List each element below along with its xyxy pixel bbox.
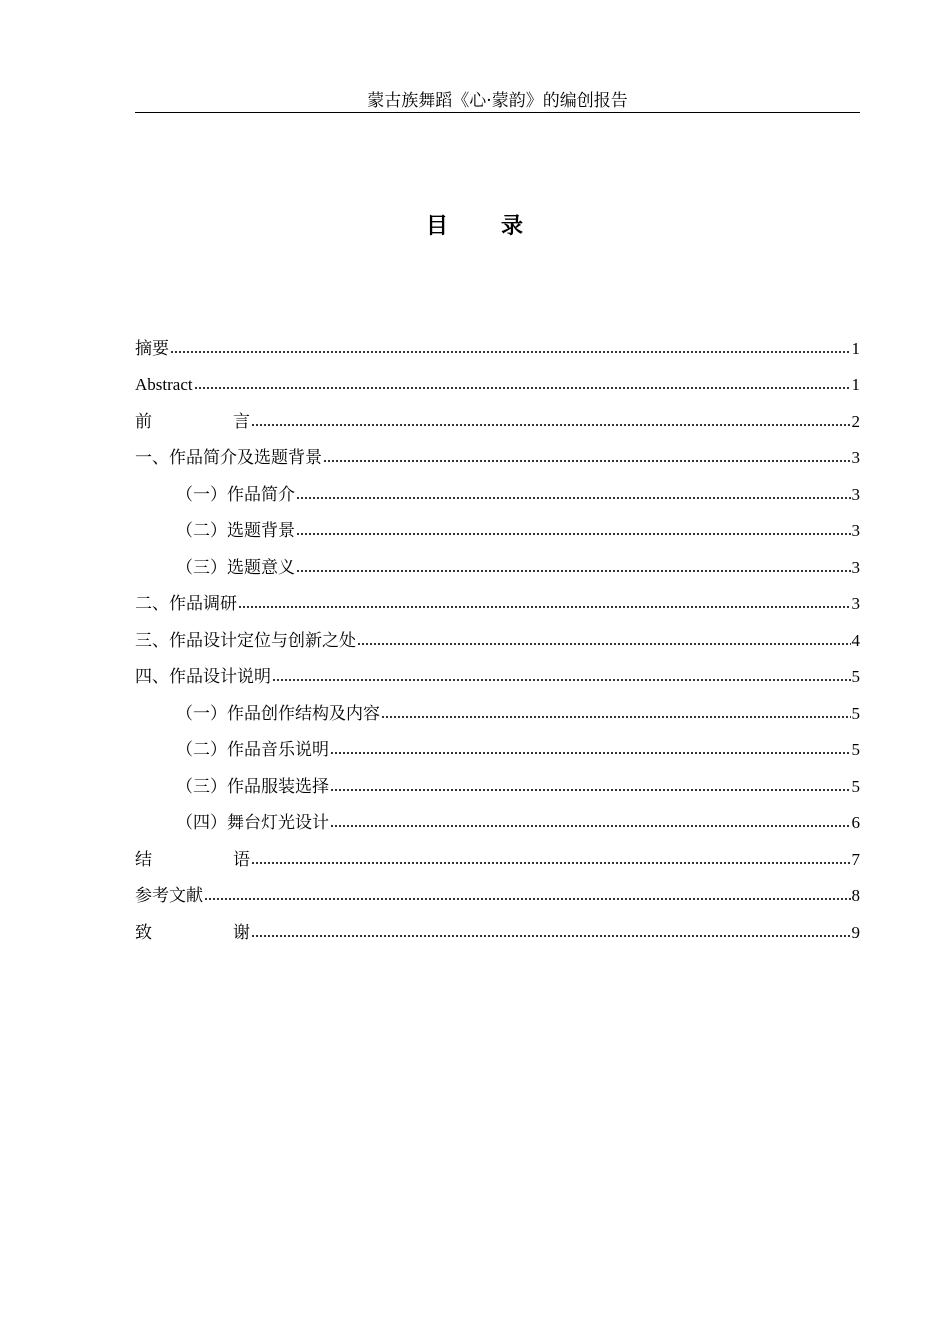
toc-entry-label-part: 谢: [233, 922, 250, 943]
toc-entry-page: 3: [851, 521, 860, 540]
toc-entry-section-4[interactable]: [135, 652, 860, 689]
toc-entry-page: 3: [851, 448, 860, 467]
toc-entry-label: 参考文献: [135, 886, 203, 906]
toc-title: [0, 210, 950, 242]
toc-entry-page: 1: [851, 375, 860, 394]
toc-entry-label: （四）舞台灯光设计: [176, 813, 329, 833]
dot-leader: [194, 385, 851, 391]
dot-leader: [296, 531, 851, 537]
dot-leader: [323, 458, 851, 464]
toc-entry-label: [135, 849, 250, 871]
toc-entry-section-1-1[interactable]: [135, 469, 860, 506]
dot-leader: [251, 860, 851, 866]
toc-entry-section-3[interactable]: [135, 615, 860, 652]
toc-entry-page: 5: [851, 740, 860, 759]
toc-entry-page: 5: [851, 776, 860, 796]
toc-entry-label: 三、作品设计定位与创新之处: [135, 630, 356, 651]
toc-entry-section-4-2[interactable]: [135, 725, 860, 762]
toc-entry-page: 5: [851, 703, 860, 723]
toc-entry-section-1-3[interactable]: [135, 542, 860, 579]
toc-entry-label-part: 语: [233, 849, 250, 870]
toc-entry-label-part: 致: [135, 922, 152, 943]
dot-leader: [251, 422, 851, 428]
toc-entry-section-4-1[interactable]: [135, 688, 860, 725]
toc-entry-section-1-2[interactable]: [135, 506, 860, 543]
toc-entry-label: （一）作品简介: [176, 484, 295, 505]
toc-entry-page: 3: [851, 484, 860, 504]
toc-entry-page: 5: [851, 667, 860, 686]
toc-entry-page: 8: [851, 886, 860, 905]
toc-entry-conclusion[interactable]: [135, 834, 860, 871]
toc-entry-label: （三）选题意义: [176, 557, 295, 578]
toc-entry-label-part: 前: [135, 411, 152, 432]
toc-entry-label: （二）选题背景: [176, 521, 295, 541]
toc-entry-abstract-cn[interactable]: [135, 323, 860, 360]
running-header: [135, 90, 860, 113]
toc-entry-label: Abstract: [135, 375, 193, 394]
dot-leader: [381, 714, 851, 720]
toc-entry-label-part: 结: [135, 849, 152, 870]
dot-leader: [272, 677, 851, 683]
toc-entry-label: [135, 922, 250, 944]
toc-entry-abstract-en[interactable]: [135, 360, 860, 397]
toc-entry-section-2[interactable]: [135, 579, 860, 616]
toc-entry-label: （三）作品服装选择: [176, 776, 329, 797]
dot-leader: [357, 641, 851, 647]
toc-entry-page: 3: [851, 557, 860, 577]
toc-entry-label: （一）作品创作结构及内容: [176, 703, 380, 724]
dot-leader: [330, 750, 851, 756]
toc-entry-section-4-4[interactable]: [135, 798, 860, 835]
toc-title-char-1: 目: [425, 213, 449, 239]
toc-entry-preface[interactable]: [135, 396, 860, 433]
toc-entry-label: [135, 411, 250, 433]
toc-entry-label-part: 言: [233, 411, 250, 432]
toc-entry-label: 摘要: [135, 338, 169, 359]
toc-entry-page: 6: [851, 813, 860, 832]
toc-entry-page: 2: [851, 411, 860, 431]
toc-entry-label: （二）作品音乐说明: [176, 740, 329, 760]
table-of-contents: [135, 323, 860, 944]
dot-leader: [204, 896, 851, 902]
dot-leader: [251, 933, 851, 939]
dot-leader: [330, 823, 851, 829]
toc-entry-acknowledgements[interactable]: [135, 907, 860, 944]
toc-entry-label: 四、作品设计说明: [135, 667, 271, 687]
toc-entry-references[interactable]: [135, 871, 860, 908]
dot-leader: [170, 349, 851, 355]
dot-leader: [296, 495, 851, 501]
toc-entry-page: 4: [851, 630, 860, 650]
dot-leader: [296, 568, 851, 574]
toc-entry-label: 二、作品调研: [135, 594, 237, 614]
toc-entry-section-1[interactable]: [135, 433, 860, 470]
toc-entry-page: 3: [851, 594, 860, 613]
dot-leader: [330, 787, 851, 793]
toc-entry-page: 9: [851, 922, 860, 942]
toc-entry-page: 1: [851, 338, 860, 358]
dot-leader: [238, 604, 851, 610]
toc-entry-page: 7: [851, 849, 860, 869]
toc-entry-section-4-3[interactable]: [135, 761, 860, 798]
toc-title-char-2: 录: [501, 213, 525, 239]
document-title: 蒙古族舞蹈《心·蒙韵》的编创报告: [367, 91, 628, 111]
toc-entry-label: 一、作品简介及选题背景: [135, 448, 322, 468]
